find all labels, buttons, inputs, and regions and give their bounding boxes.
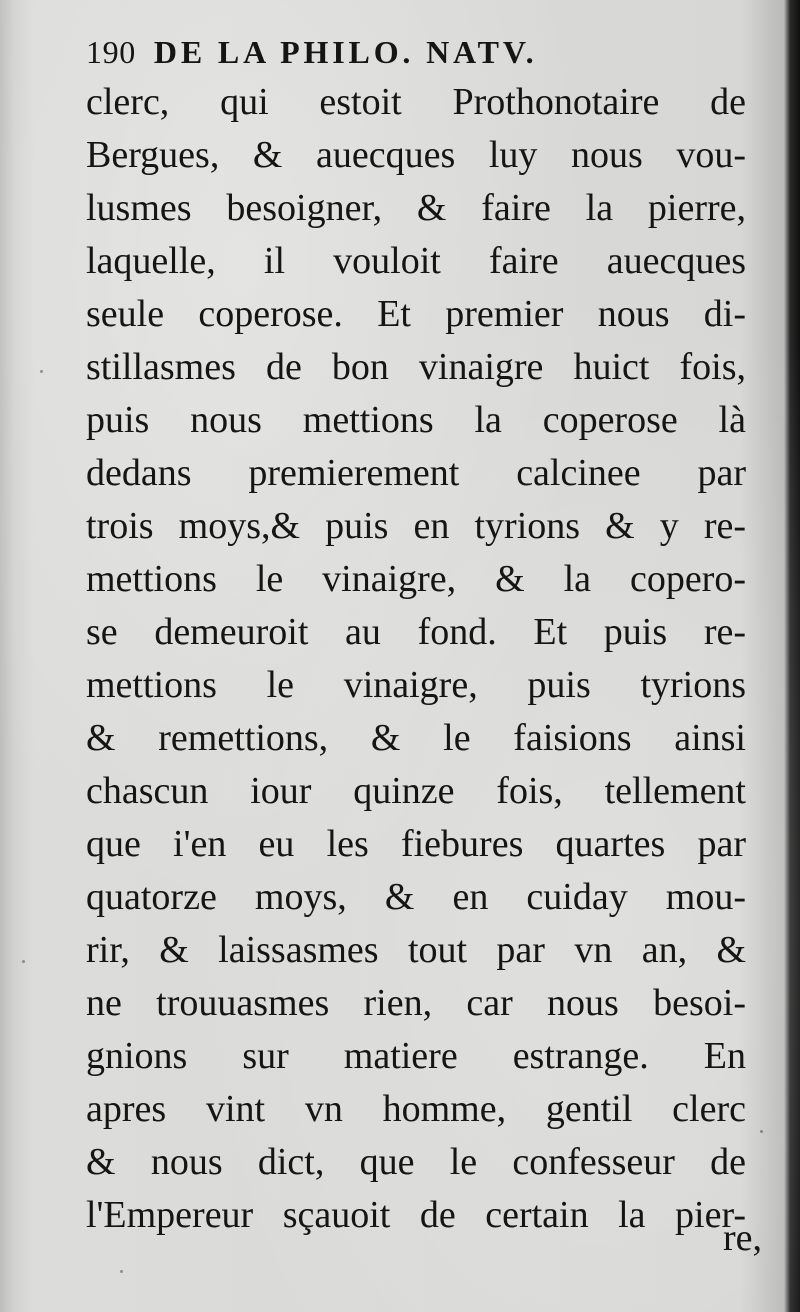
paper-speck (40, 370, 43, 373)
running-title: DE LA PHILO. NATV. (153, 34, 538, 70)
page-number: 190 (86, 34, 136, 70)
text-line: & nous dict, que le confesseur de (86, 1141, 746, 1183)
text-line: dedans premierement calcinee par (86, 452, 746, 494)
text-line: mettions le vinaigre, puis tyrions (86, 664, 746, 706)
text-line: gnions sur matiere estrange. En (86, 1035, 746, 1077)
text-line: l'Empereur sçauoit de certain la pier- (86, 1194, 746, 1236)
paper-speck (22, 960, 25, 963)
text-line: quatorze moys, & en cuiday mou- (86, 876, 746, 918)
text-line: stillasmes de bon vinaigre huict fois, (86, 346, 746, 388)
text-line: chascun iour quinze fois, tellement (86, 770, 746, 812)
catchword: re, (722, 1217, 762, 1259)
paper-speck (120, 1270, 123, 1273)
text-line: apres vint vn homme, gentil clerc (86, 1088, 746, 1130)
text-line: que i'en eu les fiebures quartes par (86, 823, 746, 865)
running-head (86, 30, 754, 74)
text-line: laquelle, il vouloit faire auecques (86, 240, 746, 282)
text-line: Bergues, & auecques luy nous vou- (86, 134, 746, 176)
paper-speck (760, 1130, 763, 1133)
text-line: clerc, qui estoit Prothonotaire de (86, 81, 746, 123)
text-line: rir, & laissasmes tout par vn an, & (86, 929, 746, 971)
text-line: puis nous mettions la coperose là (86, 399, 746, 441)
body-text (86, 76, 754, 1242)
text-line: ne trouuasmes rien, car nous besoi- (86, 982, 746, 1024)
text-line: trois moys,& puis en tyrions & y re- (86, 505, 746, 547)
text-line: seule coperose. Et premier nous di- (86, 293, 746, 335)
text-line: se demeuroit au fond. Et puis re- (86, 611, 746, 653)
text-line: lusmes besoigner, & faire la pierre, (86, 187, 746, 229)
text-line: mettions le vinaigre, & la copero- (86, 558, 746, 600)
text-line: & remettions, & le faisions ainsi (86, 717, 746, 759)
